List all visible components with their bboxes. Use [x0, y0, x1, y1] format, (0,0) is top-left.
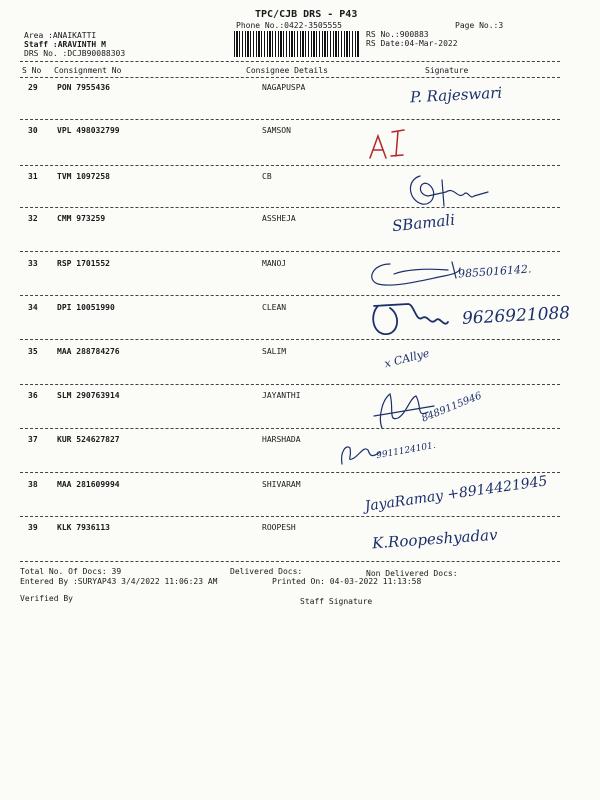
row-consignment: MAA 288784276 — [57, 347, 120, 356]
row-consignee: JAYANTHI — [262, 391, 301, 400]
row-divider — [20, 472, 560, 473]
row-consignment: VPL 498032799 — [57, 126, 120, 135]
row-sno: 36 — [28, 391, 38, 400]
signature-37-scribble — [336, 438, 382, 472]
column-header-signature: Signature — [425, 66, 469, 75]
row-consignee: NAGAPUSPA — [262, 83, 306, 92]
row-consignee: CLEAN — [262, 303, 287, 312]
entered-by: Entered By :SURYAP43 3/4/2022 11:06:23 AM — [20, 577, 218, 586]
row-consignee: HARSHADA — [262, 435, 301, 444]
row-consignment: TVM 1097258 — [57, 172, 110, 181]
divider — [20, 77, 560, 78]
row-divider — [20, 119, 560, 120]
area: Area :ANAIKATTI — [24, 31, 97, 40]
signature-38: JayaRamay +8914421945 — [363, 473, 549, 515]
signature-32: SBamali — [391, 210, 456, 236]
printed-on: Printed On: 04-03-2022 11:13:58 — [272, 577, 422, 586]
row-consignee: ROOPESH — [262, 523, 296, 532]
row-divider — [20, 428, 560, 429]
page-number: Page No.:3 — [455, 21, 504, 30]
signature-33-scribble — [364, 258, 464, 298]
document-title: TPC/CJB DRS - P43 — [255, 9, 358, 20]
row-sno: 34 — [28, 303, 38, 312]
row-sno: 37 — [28, 435, 38, 444]
row-consignment: MAA 281609994 — [57, 480, 120, 489]
non-delivered-docs: Non Delivered Docs: — [366, 569, 458, 578]
divider — [20, 61, 560, 62]
row-consignment: SLM 290763914 — [57, 391, 120, 400]
row-consignee: SHIVARAM — [262, 480, 301, 489]
row-sno: 35 — [28, 347, 38, 356]
row-consignment: RSP 1701552 — [57, 259, 110, 268]
rs-date: RS Date:04-Mar-2022 — [366, 39, 458, 48]
row-sno: 38 — [28, 480, 38, 489]
row-consignment: PON 7955436 — [57, 83, 110, 92]
verified-by: Verified By — [20, 594, 73, 603]
row-consignee: CB — [262, 172, 272, 181]
column-header-consignment: Consignment No — [54, 66, 122, 75]
row-consignment: KUR 524627827 — [57, 435, 120, 444]
signature-33: 9855016142. — [457, 262, 532, 281]
row-sno: 31 — [28, 172, 38, 181]
total-docs: Total No. Of Docs: 39 — [20, 567, 122, 576]
column-header-consignee: Consignee Details — [246, 66, 328, 75]
signature-36: 8489115946 — [420, 390, 484, 425]
signature-35: x CAllye — [383, 346, 431, 371]
row-divider — [20, 295, 560, 296]
signature-39: K.Roopeshyadav — [371, 525, 499, 553]
signature-29: P. Rajeswari — [409, 83, 503, 107]
signature-34: 9626921088 — [461, 303, 571, 329]
signature-31 — [402, 170, 502, 216]
row-sno: 29 — [28, 83, 38, 92]
barcode — [234, 31, 359, 57]
row-consignee: ASSHEJA — [262, 214, 296, 223]
rs-number: RS No.:900883 — [366, 30, 429, 39]
signature-34-scribble — [368, 296, 448, 346]
phone-number: Phone No.:0422-3505555 — [236, 21, 342, 30]
drs-number: DRS No. :DCJB90088303 — [24, 49, 126, 58]
row-sno: 32 — [28, 214, 38, 223]
row-consignment: KLK 7936113 — [57, 523, 110, 532]
row-sno: 30 — [28, 126, 38, 135]
row-sno: 39 — [28, 523, 38, 532]
signature-30 — [366, 128, 426, 172]
staff: Staff :ARAVINTH M — [24, 40, 106, 49]
row-sno: 33 — [28, 259, 38, 268]
row-divider — [20, 561, 560, 562]
row-consignee: MANOJ — [262, 259, 287, 268]
signature-37: 9911124101. — [375, 440, 437, 462]
row-divider — [20, 384, 560, 385]
row-consignee: SAMSON — [262, 126, 291, 135]
row-divider — [20, 165, 560, 166]
row-divider — [20, 516, 560, 517]
row-divider — [20, 339, 560, 340]
row-divider — [20, 251, 560, 252]
staff-signature: Staff Signature — [300, 597, 373, 606]
column-header-sno: S No — [22, 66, 42, 75]
row-consignment: CMM 973259 — [57, 214, 106, 223]
row-consignment: DPI 10051990 — [57, 303, 115, 312]
row-consignee: SALIM — [262, 347, 287, 356]
delivered-docs: Delivered Docs: — [230, 567, 303, 576]
